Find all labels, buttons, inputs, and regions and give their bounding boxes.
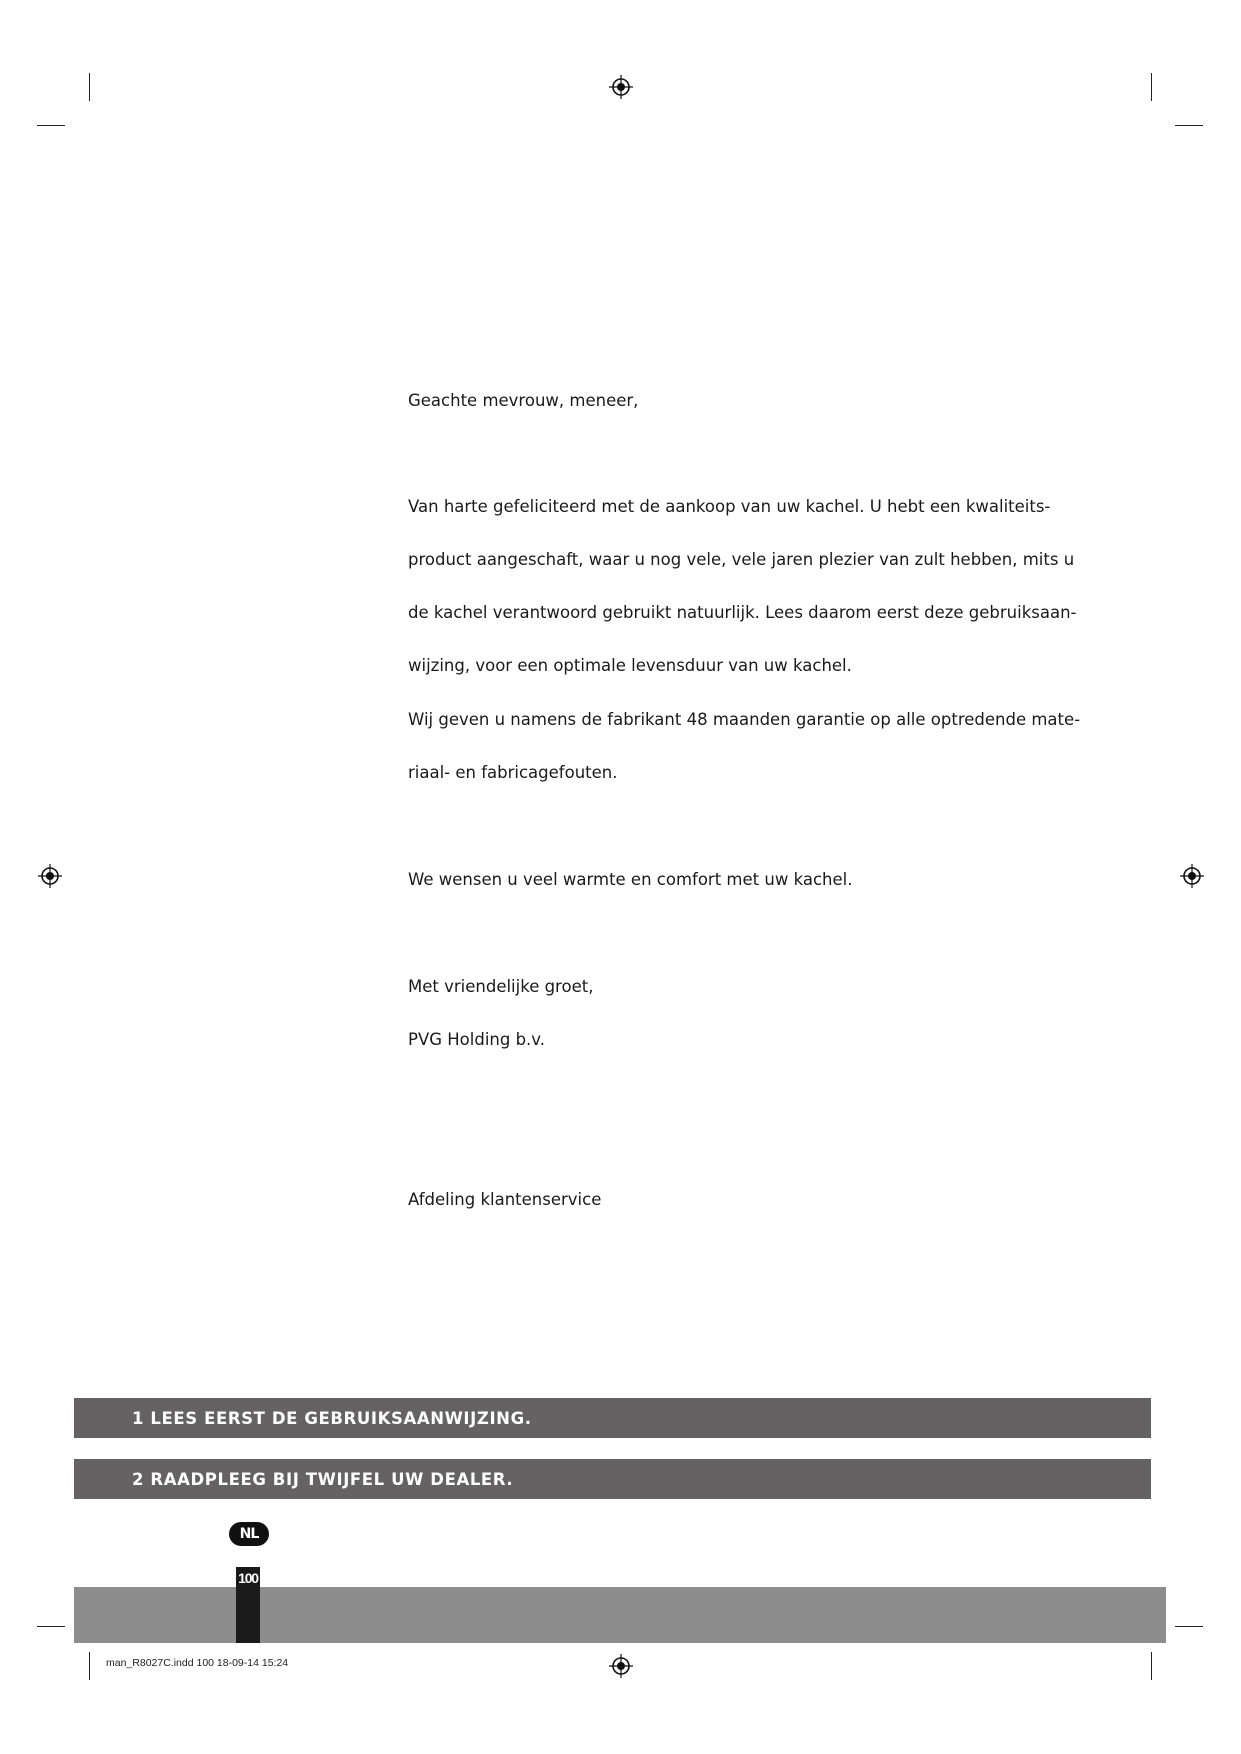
language-badge: NL [229, 1522, 269, 1546]
crop-mark-bottom-left-horizontal [37, 1626, 65, 1627]
letter-salutation: Geachte mevrouw, meneer, [408, 391, 639, 410]
registration-mark-right-icon [1180, 864, 1204, 888]
letter-paragraph-line: de kachel verantwoord gebruikt natuurlijk. Lees daarom eerst deze gebruiksaan- [408, 603, 1077, 622]
letter-department: Afdeling klantenservice [408, 1190, 602, 1209]
instruction-banner-2: 2 RAADPLEEG BIJ TWIJFEL UW DEALER. [74, 1459, 1151, 1499]
registration-mark-bottom-icon [609, 1654, 633, 1678]
letter-company: PVG Holding b.v. [408, 1030, 546, 1049]
crop-mark-bottom-right-vertical [1151, 1652, 1152, 1680]
letter-paragraph-line: Van harte gefeliciteerd met de aankoop van uw kachel. U hebt een kwaliteits- [408, 497, 1051, 516]
page-number: 100 [238, 1570, 258, 1586]
crop-mark-bottom-right-horizontal [1175, 1626, 1203, 1627]
instruction-banner-1: 1 LEES EERST DE GEBRUIKSAANWIJZING. [74, 1398, 1151, 1438]
crop-mark-top-right-horizontal [1175, 125, 1203, 126]
print-slug: man_R8027C.indd 100 18-09-14 15:24 [106, 1657, 289, 1669]
crop-mark-top-left-vertical [89, 73, 90, 101]
crop-mark-top-right-vertical [1151, 73, 1152, 101]
registration-mark-top-icon [609, 75, 633, 99]
crop-mark-top-left-horizontal [37, 125, 65, 126]
letter-wish: We wensen u veel warmte en comfort met uw kachel. [408, 870, 853, 889]
crop-mark-bottom-left-vertical [89, 1652, 90, 1680]
letter-paragraph-line: riaal- en fabricagefouten. [408, 763, 618, 782]
letter-closing: Met vriendelijke groet, [408, 977, 594, 996]
letter-paragraph-line: Wij geven u namens de fabrikant 48 maanden garantie op alle optredende mate- [408, 710, 1081, 729]
letter-paragraph-line: product aangeschaft, waar u nog vele, vele jaren plezier van zult hebben, mits u [408, 550, 1075, 569]
registration-mark-left-icon [38, 864, 62, 888]
letter-paragraph-line: wijzing, voor een optimale levensduur van uw kachel. [408, 656, 852, 675]
